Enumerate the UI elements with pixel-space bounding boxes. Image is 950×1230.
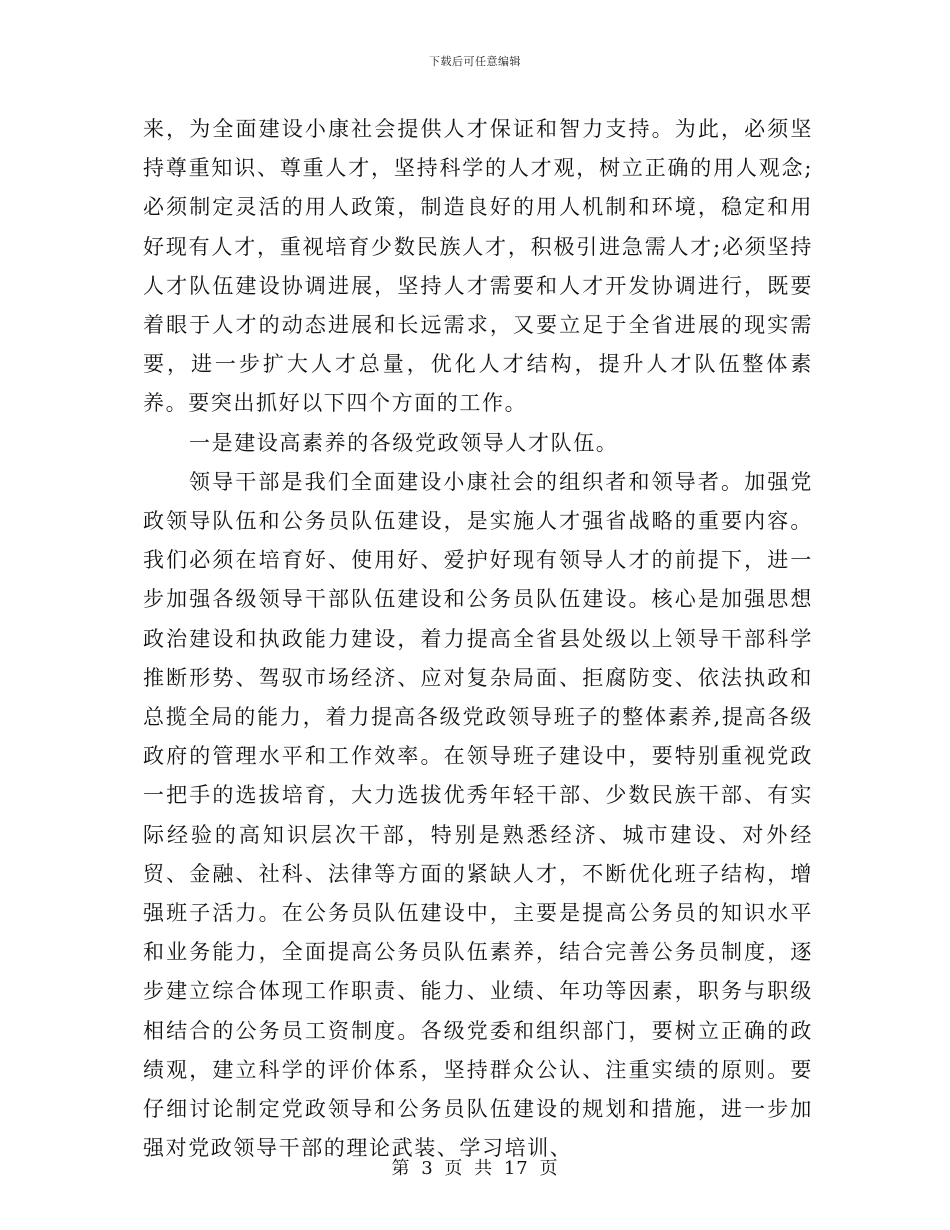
paragraph-continuation: 来，为全面建设小康社会提供人才保证和智力支持。为此，必须坚持尊重知识、尊重人才，坚持科学的人才观，树立正确的用人观念;必须制定灵活的用人政策，制造良好的用人机制和环境，稳定和用好现有人才，重视培育少数民族人才，积极引进急需人才;必须坚持人才队伍建设协调进展，坚持人才需要和人才开发协调进行，既要着眼于人才的动态进展和长远需求，又要立足于全省进展的现实需要，进一步扩大人才总量，优化人才结构，提升人才队伍整体素养。要突出抓好以下四个方面的工作。 — [143, 117, 813, 416]
page-number-footer: 第 3 页 共 17 页 — [391, 1158, 559, 1179]
paragraph-leadership: 领导干部是我们全面建设小康社会的组织者和领导者。加强党政领导队伍和公务员队伍建设，是实施人才强省战略的重要内容。我们必须在培育好、使用好、爱护好现有领导人才的前提下，进一步加强各级领导干部队伍建设和公务员队伍建设。核心是加强思想政治建设和执政能力建设，着力提高全省县处级以上领导干部科学推断形势、驾驭市场经济、应对复杂局面、拒腐防变、依法执政和总揽全局的能力，着力提高各级党政领导班子的整体素养,提高各级政府的管理水平和工作效率。在领导班子建设中，要特别重视党政一把手的选拔培育，大力选拔优秀年轻干部、少数民族干部、有实际经验的高知识层次干部，特别是熟悉经济、城市建设、对外经贸、金融、社科、法律等方面的紧缺人才，不断优化班子结构，增强班子活力。在公务员队伍建设中，主要是提高公务员的知识水平和业务能力，全面提高公务员队伍素养，结合完善公务员制度，逐步建立综合体现工作职责、能力、业绩、年功等因素，职务与职级相结合的公务员工资制度。各级党委和组织部门，要树立正确的政绩观，建立科学的评价体系，坚持群众公认、注重实绩的原则。要仔细讨论制定党政领导和公务员队伍建设的规划和措施，进一步加强对党政领导干部的理论武装、学习培训、 — [143, 469, 813, 1161]
page-header: 下载后可任意编辑 — [429, 55, 521, 68]
paragraph-section-heading: 一是建设高素养的各级党政领导人才队伍。 — [189, 430, 619, 455]
document-body — [143, 110, 813, 1168]
